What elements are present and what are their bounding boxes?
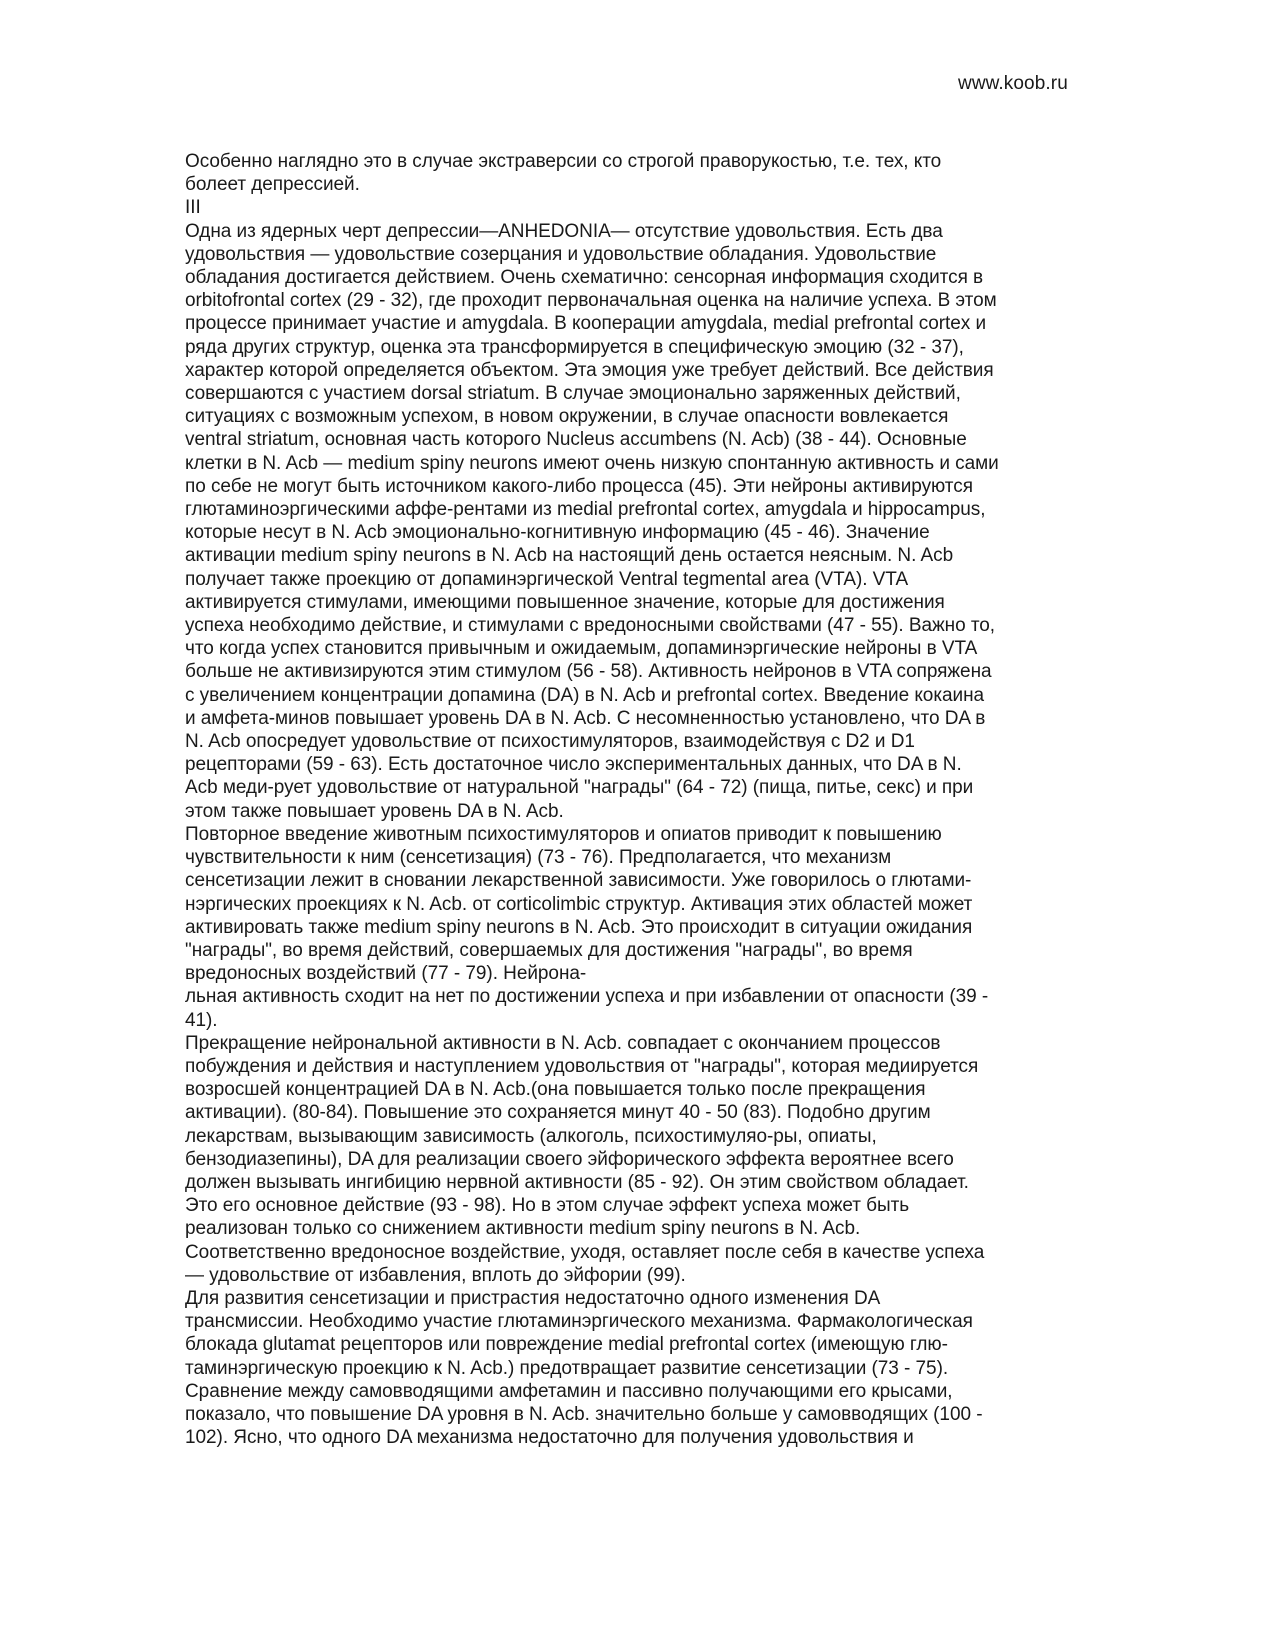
text-line: которые несут в N. Acb эмоционально-когнитивную информацию (45 - 46). Значение: [185, 522, 930, 544]
site-url: www.koob.ru: [958, 73, 1068, 94]
text-line: процессе принимает участие и amygdala. В кооперации amygdala, medial prefrontal cortex и: [185, 313, 987, 335]
text-line: успеха необходимо действие, и стимулами с вредоносными свойствами (47 - 55). Важно то,: [185, 615, 996, 637]
text-line: блокада glutamat рецепторов или повреждение medial prefrontal cortex (имеющую глю-: [185, 1334, 948, 1356]
text-line: 41).: [185, 1009, 218, 1031]
text-line: Соответственно вредоносное воздействие, уходя, оставляет после себя в качестве успеха: [185, 1241, 985, 1263]
text-line: активировать также medium spiny neurons в N. Acb. Это происходит в ситуации ожидания: [185, 916, 973, 938]
text-line: обладания достигается действием. Очень схематично: сенсорная информация сходится в: [185, 267, 984, 289]
text-line: льная активность сходит на нет по достижении успеха и при избавлении от опасности (39 -: [185, 986, 989, 1008]
text-line: Для развития сенсетизации и пристрастия недостаточно одного изменения DA: [185, 1287, 881, 1309]
text-line: Прекращение нейрональной активности в N. Acb. совпадает с окончанием процессов: [185, 1032, 941, 1054]
text-line: получает также проекцию от допаминэргической Ventral tegmental area (VTA). VTA: [185, 568, 909, 590]
text-line: Особенно наглядно это в случае экстраверсии со строгой праворукостью, т.е. тех, кто: [185, 151, 942, 172]
text-line: трансмиссии. Необходимо участие глютаминэргического механизма. Фармакологическая: [185, 1311, 973, 1333]
text-line: реализован только со снижением активности medium spiny neurons в N. Acb.: [185, 1218, 861, 1240]
text-line: Одна из ядерных черт депрессии—ANHEDONIA— отсутствие удовольствия. Есть два: [185, 220, 943, 242]
document-body: [185, 150, 1095, 1449]
text-line: возросшей концентрацией DA в N. Acb.(она повышается только после прекращения: [185, 1079, 926, 1101]
text-line: клетки в N. Acb — medium spiny neurons имеют очень низкую спонтанную активность и сами: [185, 452, 999, 474]
text-line: и амфета-минов повышает уровень DA в N. Acb. С несомненностью установлено, что DA в: [185, 707, 986, 729]
text-line: нэргических проекциях к N. Acb. от corticolimbic структур. Активация этих областей может: [185, 893, 973, 915]
text-line: — удовольствие от избавления, вплоть до эйфории (99).: [185, 1264, 686, 1286]
text-line: должен вызывать ингибицию нервной активности (85 - 92). Он этим свойством обладает.: [185, 1171, 969, 1193]
text-line: сенсетизации лежит в сновании лекарственной зависимости. Уже говорилось о глютами-: [185, 870, 972, 892]
text-line: N. Acb опосредует удовольствие от психостимуляторов, взаимодействуя с D2 и D1: [185, 731, 915, 753]
text-line: этом также повышает уровень DA в N. Acb.: [185, 800, 564, 822]
text-line: активации medium spiny neurons в N. Acb на настоящий день остается неясным. N. Acb: [185, 545, 954, 567]
text-line: что когда успех становится привычным и ожидаемым, допаминэргические нейроны в VTA: [185, 638, 978, 660]
text-line: ventral striatum, основная часть которого Nucleus accumbens (N. Acb) (38 - 44). Основные: [185, 429, 967, 451]
text-line: лекарствам, вызывающим зависимость (алкоголь, психостимуляо-ры, опиаты,: [185, 1125, 877, 1147]
text-line: Повторное введение животным психостимуляторов и опиатов приводит к повышению: [185, 823, 942, 845]
text-line: ряда других структур, оценка эта трансформируется в специфическую эмоцию (32 - 37),: [185, 336, 964, 358]
section-number: III: [185, 197, 201, 219]
text-line: чувствительности к ним (сенсетизация) (73 - 76). Предполагается, что механизм: [185, 847, 892, 869]
text-line: рецепторами (59 - 63). Есть достаточное число экспериментальных данных, что DA в N.: [185, 754, 962, 776]
text-line: глютаминоэргическими аффе-рентами из medial prefrontal cortex, amygdala и hippocampus,: [185, 499, 986, 521]
text-line: вредоносных воздействий (77 - 79). Нейрона-: [185, 963, 587, 985]
text-line: "награды", во время действий, совершаемых для достижения "награды", во время: [185, 939, 913, 961]
text-line: бензодиазепины), DA для реализации своего эйфорического эффекта вероятнее всего: [185, 1148, 954, 1170]
text-line: активации). (80-84). Повышение это сохраняется минут 40 - 50 (83). Подобно другим: [185, 1102, 931, 1124]
text-line: Acb меди-рует удовольствие от натуральной "награды" (64 - 72) (пища, питье, секс) и при: [185, 777, 974, 799]
text-line: с увеличением концентрации допамина (DA) в N. Acb и prefrontal cortex. Введение кокаина: [185, 684, 985, 706]
text-line: удовольствия — удовольствие созерцания и удовольствие обладания. Удовольствие: [185, 243, 937, 265]
text-line: побуждения и действия и наступлением удовольствия от "награды", которая медиируется: [185, 1055, 979, 1077]
text-line: характер которой определяется объектом. Эта эмоция уже требует действий. Все действия: [185, 359, 994, 381]
text-line: больше не активизируются этим стимулом (56 - 58). Активность нейронов в VTA сопряжена: [185, 661, 992, 683]
text-line: совершаются с участием dorsal striatum. В случае эмоционально заряженных действий,: [185, 383, 961, 405]
text-line: orbitofrontal cortex (29 - 32), где проходит первоначальная оценка на наличие успеха. В этом: [185, 290, 997, 312]
text-line: 102). Ясно, что одного DA механизма недостаточно для получения удовольствия и: [185, 1427, 914, 1449]
text-line: Это его основное действие (93 - 98). Но в этом случае эффект успеха может быть: [185, 1195, 910, 1217]
text-line: активируется стимулами, имеющими повышенное значение, которые для достижения: [185, 591, 945, 613]
text-line: таминэргическую проекцию к N. Acb.) предотвращает развитие сенсетизации (73 - 75).: [185, 1357, 949, 1379]
text-line: по себе не могут быть источником какого-либо процесса (45). Эти нейроны активируются: [185, 475, 973, 497]
text-line: ситуациях с возможным успехом, в новом окружении, в случае опасности вовлекается: [185, 406, 949, 428]
text-line: болеет депрессией.: [185, 174, 360, 196]
text-line: показало, что повышение DA уровня в N. Acb. значительно больше у самовводящих (100 -: [185, 1403, 983, 1425]
text-line: Сравнение между самовводящими амфетамин и пассивно получающими его крысами,: [185, 1380, 953, 1402]
